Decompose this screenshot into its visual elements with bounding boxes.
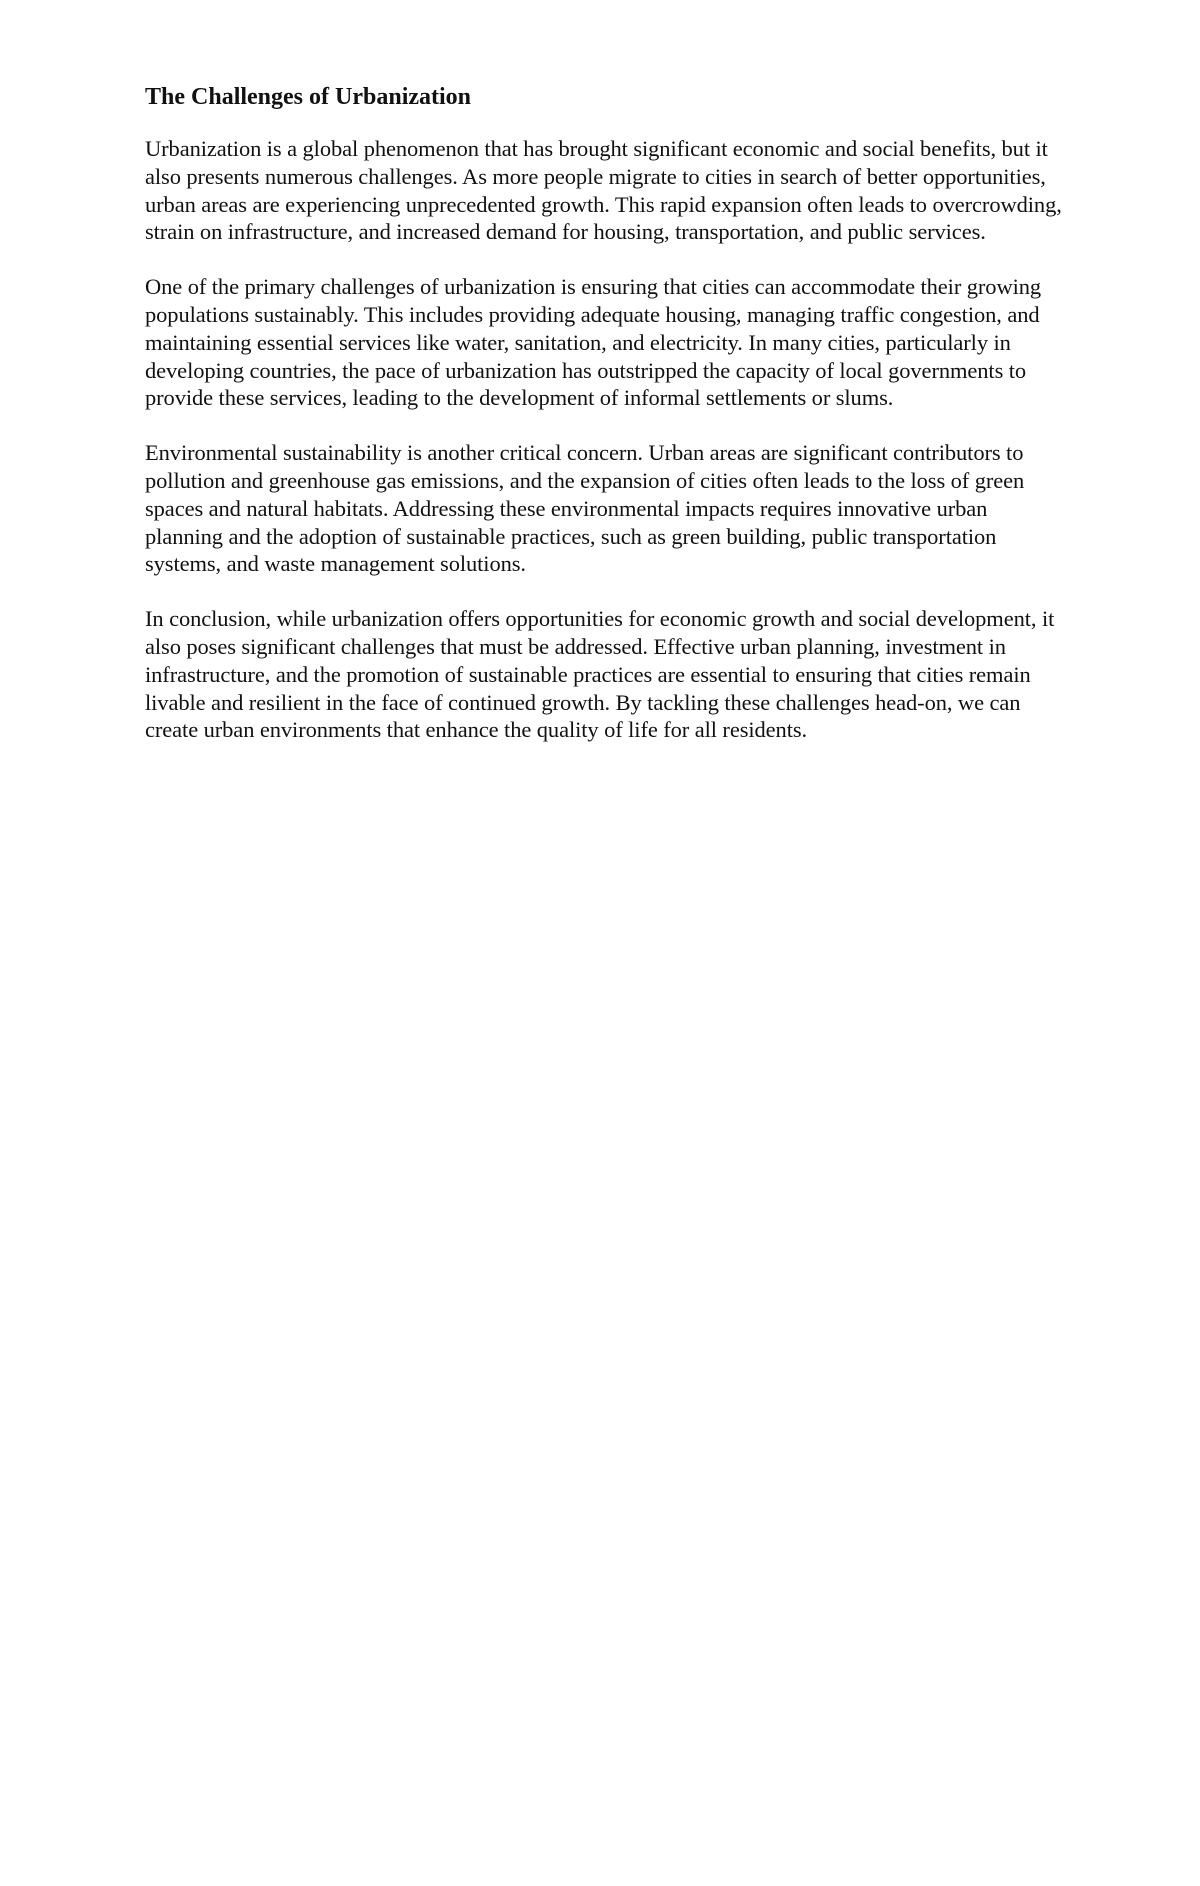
document-title: The Challenges of Urbanization [145,84,472,110]
paragraph-primary-challenges: One of the primary challenges of urbanization is ensuring that cities can accommodate their growing populations sustainably. This includes providing adequate housing, managing traffic congestion, and maintaining essential services like water, sanitation, and electricity. In many cities, particularly in developing countries, the pace of urbanization has outstripped the capacity of local governments to provide these services, leading to the development of informal settlements or slums. [145,274,1042,411]
document-body [145,79,1065,771]
paragraph-conclusion: In conclusion, while urbanization offers opportunities for economic growth and social development, it also poses significant challenges that must be addressed. Effective urban planning, investment in infrastructure, and the promotion of sustainable practices are essential to ensuring that cities remain livable and resilient in the face of continued growth. By tackling these challenges head-on, we can create urban environments that enhance the quality of life for all residents. [145,606,1055,743]
paragraph-environmental-sustainability: Environmental sustainability is another critical concern. Urban areas are significant contributors to pollution and greenhouse gas emissions, and the expansion of cities often leads to the loss of green spaces and natural habitats. Addressing these environmental impacts requires innovative urban planning and the adoption of sustainable practices, such as green building, public transportation systems, and waste management solutions. [145,440,1025,577]
paragraph-introduction: Urbanization is a global phenomenon that has brought significant economic and social benefits, but it also presents numerous challenges. As more people migrate to cities in search of better opportunities, urban areas are experiencing unprecedented growth. This rapid expansion often leads to overcrowding, strain on infrastructure, and increased demand for housing, transportation, and public services. [145,136,1062,245]
